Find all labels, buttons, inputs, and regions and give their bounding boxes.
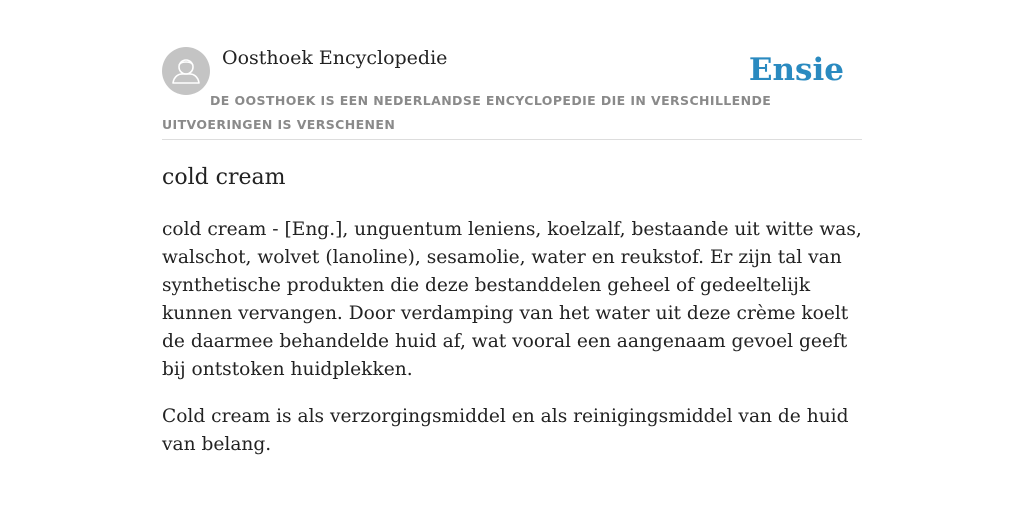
brand-logo[interactable]: Ensie [748, 52, 844, 88]
user-silhouette-icon [162, 47, 210, 95]
source-name[interactable]: Oosthoek Encyclopedie [222, 47, 448, 69]
source-avatar[interactable] [162, 47, 210, 95]
article-body [162, 216, 862, 478]
article-title: cold cream [162, 165, 286, 190]
page [162, 0, 862, 512]
article-paragraph: cold cream - [Eng.], unguentum leniens, koelzalf, bestaande uit witte was, walschot, wolvet (lanoline), sesamolie, water en reukstof. Er zijn tal van synthetische produkten die deze bestanddelen geheel of gedeeltelijk kunnen vervangen. Door verdamping van het water uit deze crème koelt de daarmee behandelde huid af, wat vooral een aangenaam gevoel geeft bij ontstoken huidplekken. [162, 219, 862, 380]
article-paragraph: Cold cream is als verzorgingsmiddel en als reinigingsmiddel van de huid van belang. [162, 406, 849, 455]
source-tagline: DE OOSTHOEK IS EEN NEDERLANDSE ENCYCLOPEDIE DIE IN VERSCHILLENDE UITVOERINGEN IS VERSCHENEN [162, 93, 772, 132]
header [162, 0, 862, 140]
